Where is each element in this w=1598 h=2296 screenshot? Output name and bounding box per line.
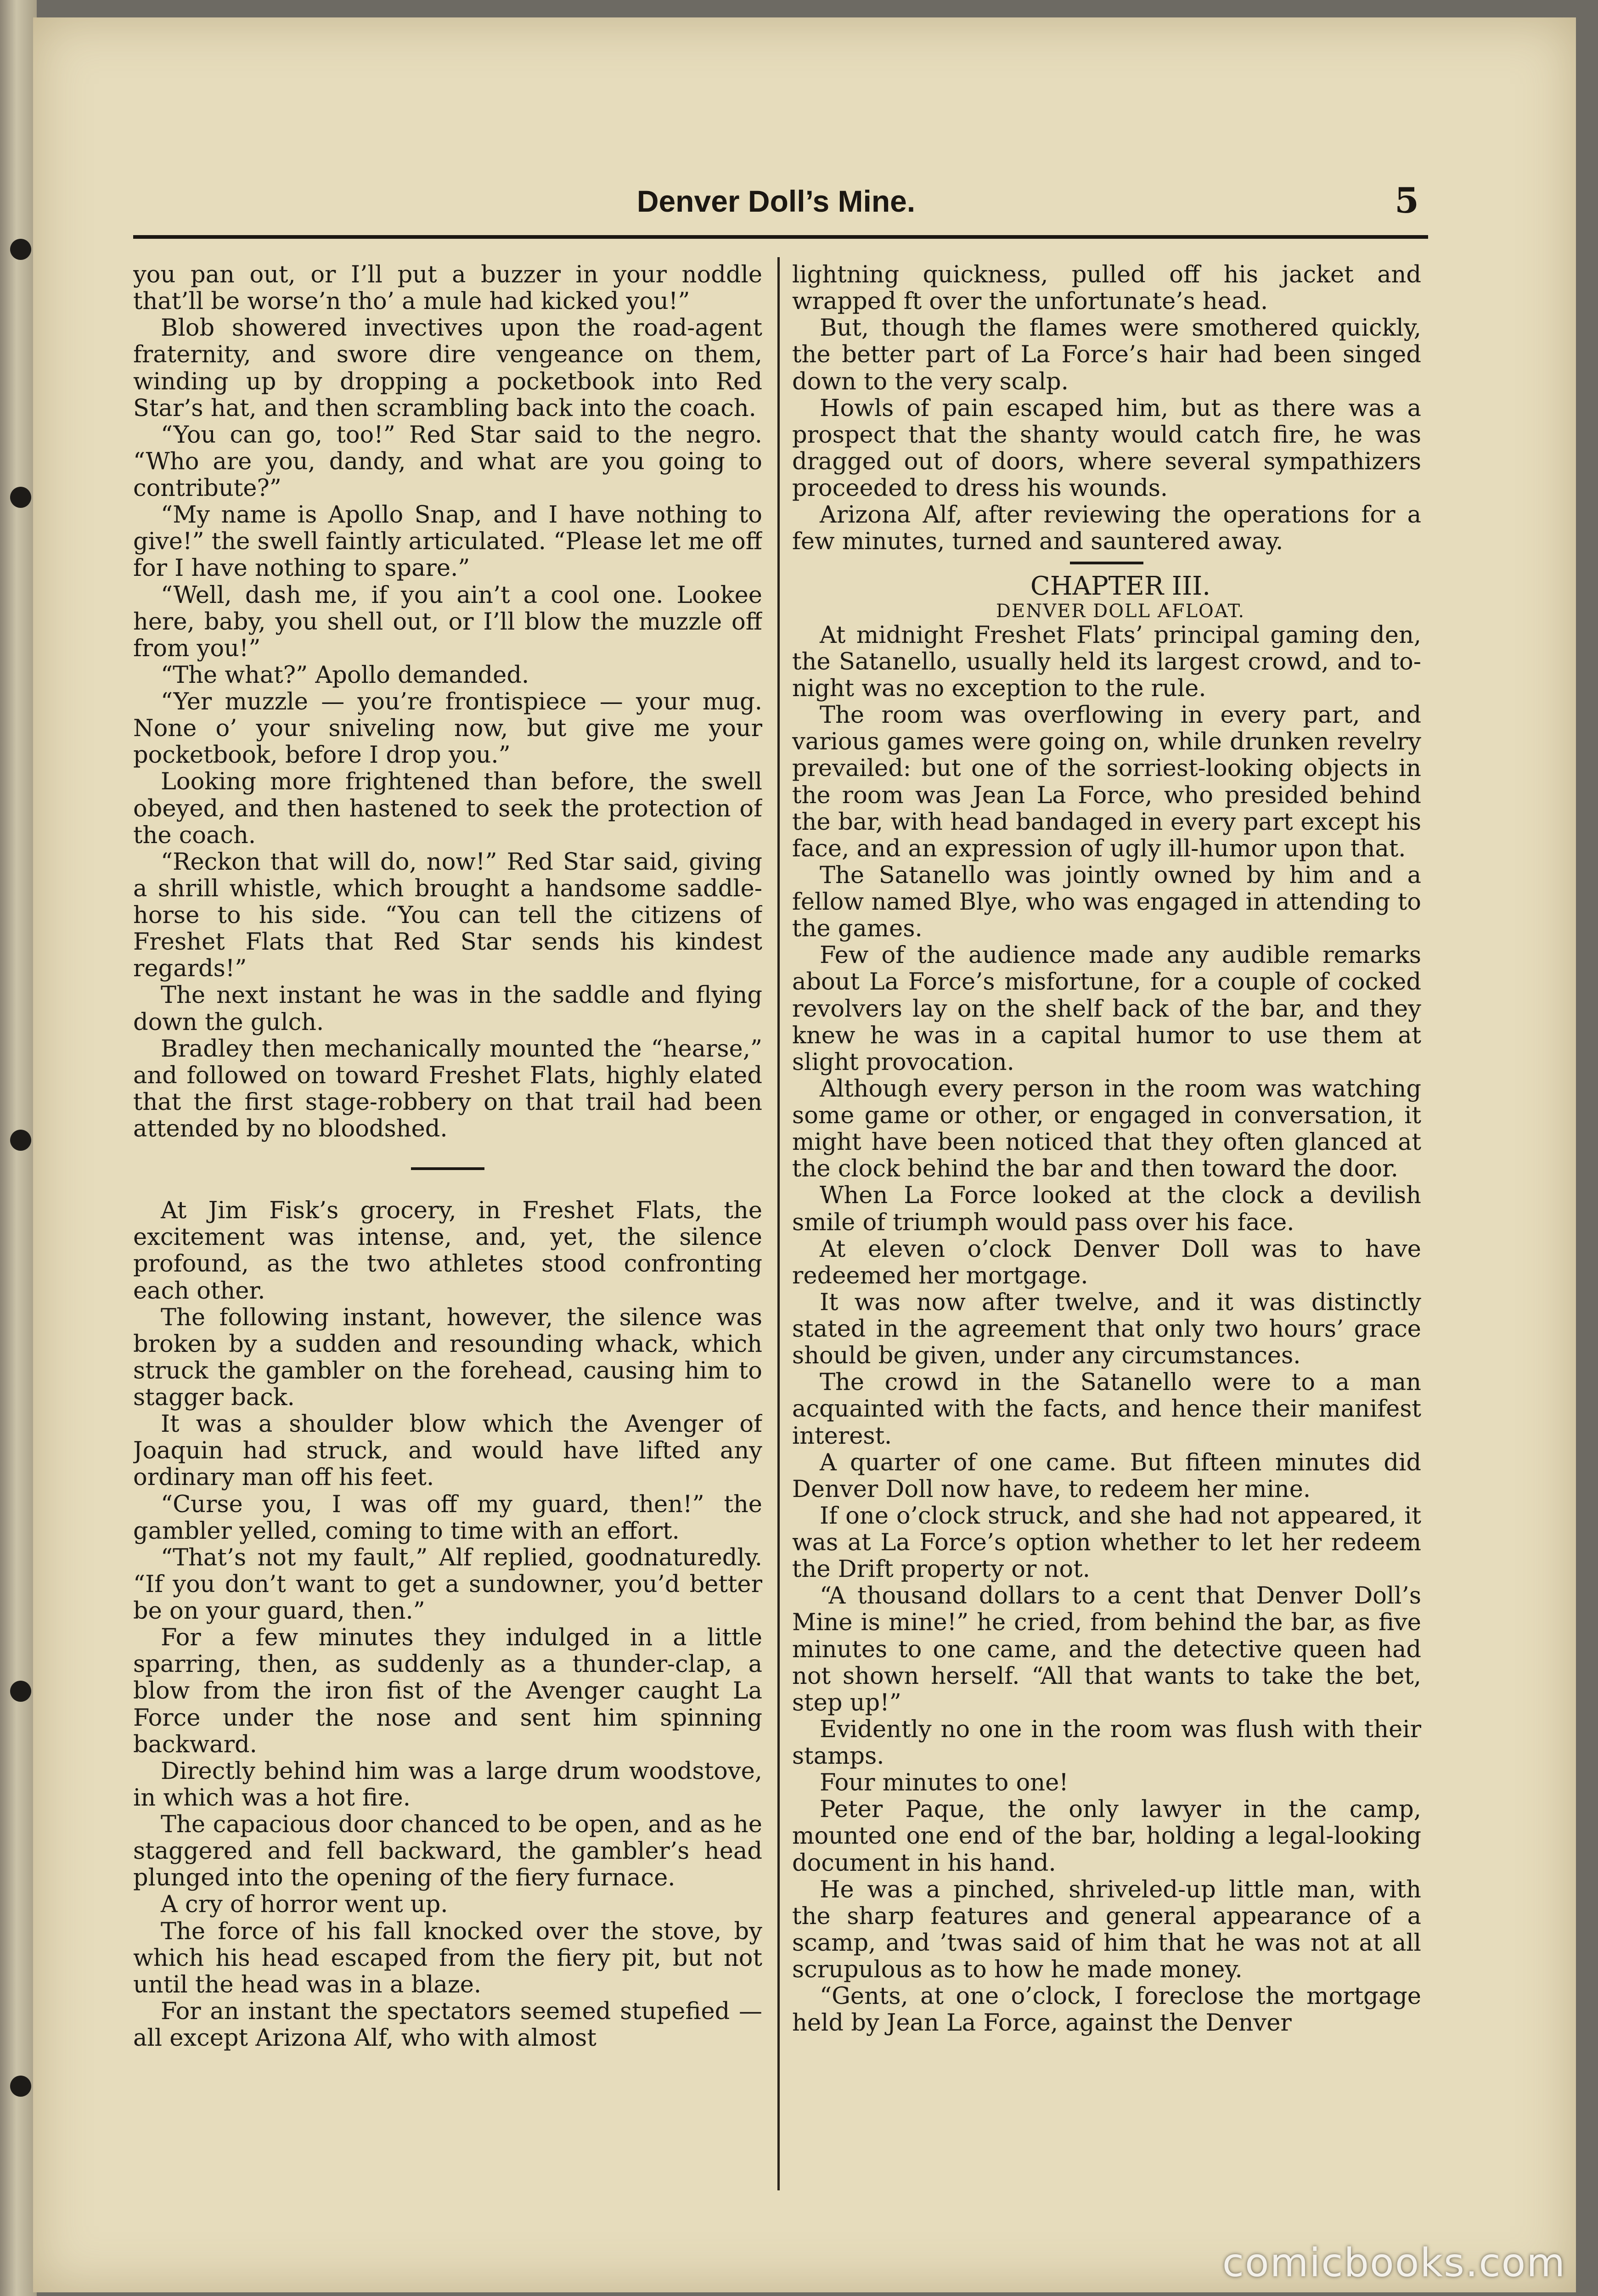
paragraph: The next instant he was in the saddle and flying down the gulch.: [133, 982, 762, 1036]
paragraph: Directly behind him was a large drum woodstove, in which was a hot fire.: [133, 1757, 762, 1812]
paragraph: Blob showered invectives upon the road-agent fraternity, and swore dire vengeance on them, winding up by dropping a pocketbook into Red Star’s hat, and then scrambling back into the coach.: [133, 315, 762, 422]
paragraph: Evidently no one in the room was flush with their stamps.: [792, 1716, 1421, 1770]
binding-hole: [10, 1130, 31, 1151]
paragraph: The capacious door chanced to be open, and as he staggered and fell backward, the gambler’s head plunged into the opening of the fiery furnace.: [133, 1811, 762, 1892]
running-title: Denver Doll’s Mine.: [636, 184, 916, 218]
paragraph: “That’s not my fault,” Alf replied, goodnaturedly. “If you don’t want to get a sundowner, you’d better be on your guard, then.”: [133, 1544, 762, 1625]
paragraph: “Well, dash me, if you ain’t a cool one. Lookee here, baby, you shell out, or I’ll blow the muzzle off from you!”: [133, 581, 762, 662]
scene-break-rule: [411, 1167, 484, 1170]
paragraph: Few of the audience made any audible remarks about La Force’s misfortune, for a couple of cocked revolvers lay on the shelf back of the bar, and they knew he was in a capital humor to use them at slight provocation.: [792, 942, 1421, 1076]
paragraph: Looking more frightened than before, the swell obeyed, and then hastened to seek the protection of the coach.: [133, 768, 762, 849]
paragraph: Bradley then mechanically mounted the “hearse,” and followed on toward Freshet Flats, highly elated that the first stage-robbery on that trail had been attended by no bloodshed.: [133, 1035, 762, 1142]
paragraph: It was a shoulder blow which the Avenger of Joaquin had struck, and would have lifted any ordinary man off his feet.: [133, 1411, 762, 1491]
paragraph: “Reckon that will do, now!” Red Star said, giving a shrill whistle, which brought a handsome saddle-horse to his side. “You can tell the citizens of Freshet Flats that Red Star sends his kindest regards!”: [133, 848, 762, 983]
paragraph: He was a pinched, shriveled-up little man, with the sharp features and general appearance of a scamp, and ’twas said of him that he was not at all scrupulous as to how he made money.: [792, 1876, 1421, 1984]
paragraph: At Jim Fisk’s grocery, in Freshet Flats, the excitement was intense, and, yet, the silence profound, as the two athletes stood confronting each other.: [133, 1197, 762, 1305]
paragraph: A cry of horror went up.: [161, 1891, 448, 1919]
column-divider: [777, 257, 780, 2190]
paragraph: you pan out, or I’ll put a buzzer in your noddle that’ll be worse’n tho’ a mule had kicked you!”: [133, 262, 762, 315]
left-column-part-2: [133, 1198, 762, 2052]
paragraph: “Curse you, I was off my guard, then!” the gambler yelled, coming to time with an effort.: [133, 1491, 762, 1545]
book-spine: [0, 0, 37, 2296]
paragraph: At midnight Freshet Flats’ principal gaming den, the Satanello, usually held its largest crowd, and to-night was no exception to the rule.: [792, 621, 1421, 703]
paragraph: “The what?” Apollo demanded.: [161, 661, 529, 689]
left-column-part-1: [133, 262, 762, 1142]
paragraph: Arizona Alf, after reviewing the operations for a few minutes, turned and sauntered away.: [792, 501, 1421, 556]
paragraph: Although every person in the room was watching some game or other, or engaged in conversation, it might have been noticed that they often glanced at the clock behind the bar and then toward the door.: [792, 1075, 1421, 1183]
page-number: 5: [1395, 180, 1419, 221]
paragraph: “You can go, too!” Red Star said to the negro. “Who are you, dandy, and what are you going to contribute?”: [133, 421, 762, 502]
paragraph: When La Force looked at the clock a devilish smile of triumph would pass over his face.: [792, 1182, 1421, 1236]
right-column: [792, 262, 1421, 2190]
paragraph: But, though the flames were smothered quickly, the better part of La Force’s hair had been singed down to the very scalp.: [792, 315, 1421, 395]
chapter-rule: [1070, 562, 1143, 564]
paragraph: The Satanello was jointly owned by him and a fellow named Blye, who was engaged in attending to the games.: [792, 861, 1421, 943]
paragraph: At eleven o’clock Denver Doll was to have redeemed her mortgage.: [792, 1235, 1421, 1289]
paragraph: “My name is Apollo Snap, and I have nothing to give!” the swell faintly articulated. “Please let me off for I have nothing to spare.”: [133, 501, 762, 582]
paragraph: If one o’clock struck, and she had not appeared, it was at La Force’s option whether to let her redeem the Drift property or not.: [792, 1502, 1421, 1583]
paragraph: Peter Paque, the only lawyer in the camp, mounted one end of the bar, holding a legal-looking document in his hand.: [792, 1796, 1421, 1877]
paragraph: It was now after twelve, and it was distinctly stated in the agreement that only two hours’ grace should be given, under any circumstances.: [792, 1289, 1421, 1370]
paragraph: The room was overflowing in every part, and various games were going on, while drunken revelry prevailed: but one of the sorriest-looking objects in the room was Jean La Force, who presided behind the bar, with head bandaged in every part except his face, and an expression of ugly ill-humor upon that.: [792, 702, 1421, 862]
binding-hole: [10, 487, 31, 508]
chapter-subtitle: DENVER DOLL AFLOAT.: [996, 601, 1245, 622]
paragraph: For an instant the spectators seemed stupefied —all except Arizona Alf, who with almost: [133, 1998, 762, 2052]
binding-hole: [10, 239, 31, 260]
binding-hole: [10, 1681, 31, 1702]
paragraph: The force of his fall knocked over the stove, by which his head escaped from the fiery pit, but not until the head was in a blaze.: [133, 1918, 762, 1998]
chapter-title: CHAPTER III.: [1030, 571, 1211, 602]
paragraph: A quarter of one came. But fifteen minutes did Denver Doll now have, to redeem her mine.: [792, 1449, 1421, 1503]
header-rule: [133, 235, 1428, 239]
paragraph: The following instant, however, the silence was broken by a sudden and resounding whack, which struck the gambler on the forehead, causing him to stagger back.: [133, 1304, 762, 1411]
paragraph: lightning quickness, pulled off his jacket and wrapped ft over the unfortunate’s head.: [792, 262, 1421, 315]
paragraph: The crowd in the Satanello were to a man acquainted with the facts, and hence their manifest interest.: [792, 1369, 1421, 1450]
left-column: [133, 262, 762, 2190]
paragraph: “A thousand dollars to a cent that Denver Doll’s Mine is mine!” he cried, from behind the bar, as five minutes to one came, and the detective queen had not shown herself. “All that wants to take the bet, step up!”: [792, 1582, 1421, 1716]
page-header: [133, 174, 1419, 239]
binding-hole: [10, 2076, 31, 2097]
site-watermark: comicbooks.com: [1222, 2240, 1566, 2286]
paragraph: Howls of pain escaped him, but as there was a prospect that the shanty would catch fire, he was dragged out of doors, where several sympathizers proceeded to dress his wounds.: [792, 394, 1421, 502]
paragraph: For a few minutes they indulged in a little sparring, then, as suddenly as a thunder-clap, a blow from the iron fist of the Avenger caught La Force under the nose and sent him spinning backward.: [133, 1624, 762, 1758]
paragraph: “Yer muzzle — you’re frontispiece — your mug. None o’ your sniveling now, but give me your pocketbook, before I drop you.”: [133, 688, 762, 769]
paragraph: Four minutes to one!: [820, 1769, 1069, 1797]
paragraph: “Gents, at one o’clock, I foreclose the mortgage held by Jean La Force, against the Denver: [792, 1983, 1421, 2037]
